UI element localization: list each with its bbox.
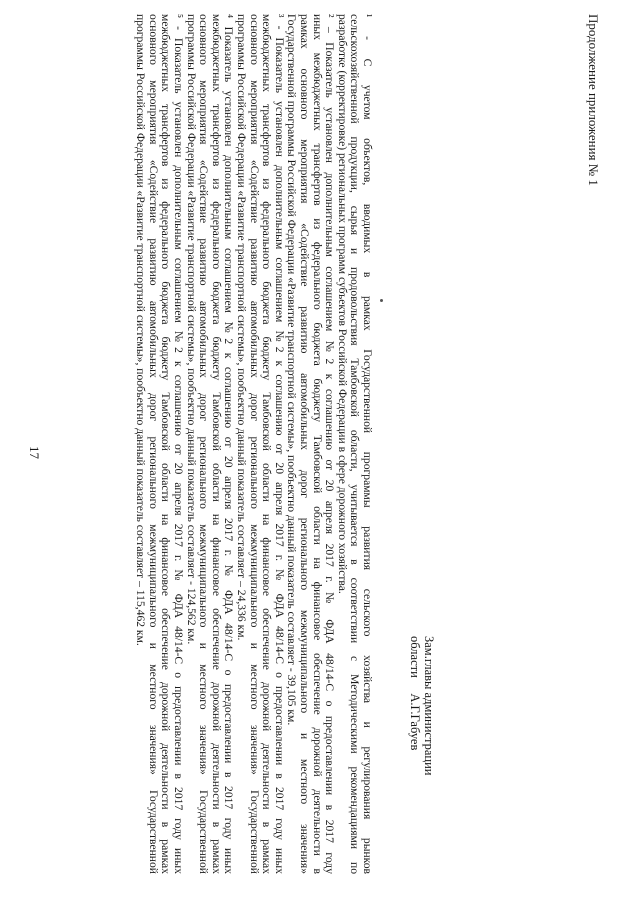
ink-mark	[380, 299, 383, 302]
footnote-line: программы Российской Федерации «Развитие транспортной системы», пообъектно данный показатель составляет – 115,462 км.	[134, 14, 148, 646]
footnote-line: основного мероприятия «Содействие развитию автомобильных дорог регионального межмуниципального и местного значения» Государственной	[197, 14, 211, 874]
footnote-line: ¹ - С учетом объектов, вводимых в рамках Государственной программы развития сельского хозяйства и регулирования рынков	[361, 14, 374, 874]
footnote-line: ³ - Показатель установлен дополнительным соглашением №2 к соглашению от 20 апреля 2017 г. № ФДА 48/14-С о предоставлении в 2017 году иных	[272, 14, 286, 874]
footnote-line: ⁵ - Показатель установлен дополнительным соглашением №2 к соглашению от 20 апреля 2017 г. № ФДА 48/14-С о предоставлении в 2017 году иных	[172, 14, 186, 874]
signer-name: области А.Г.Габуев	[408, 636, 422, 751]
footnote-line: межбюджетных трансфертов из федерального бюджета бюджету Тамбовской области на финансовое обеспечение дорожной деятельности в рамках	[159, 14, 173, 874]
footnote-line: межбюджетных трансфертов из федерального бюджета бюджету Тамбовской области на финансовое обеспечение дорожной деятельности в рамках	[260, 14, 274, 874]
footnote-line: основного мероприятия «Содействие развитию автомобильных дорог регионального межмуниципального и местного значения» Государственной	[146, 14, 160, 874]
footnote-line: ⁴ Показатель установлен дополнительным соглашением №2 к соглашению от 20 апреля 2017 г. № ФДА 48/14-С о предоставлении в 2017 году иных	[222, 14, 236, 874]
signer-position: Зам.главы администрации	[422, 636, 436, 776]
footnote-line: программы Российской Федерации «Развитие транспортной системы», пообъектно данный показатель составляет - 124,562 км.	[184, 14, 198, 645]
page-number: 17	[27, 446, 42, 459]
footnotes-block	[134, 14, 373, 874]
appendix-continuation-heading: Продолжение приложения № 1	[586, 14, 601, 186]
footnote-line: рамках основного мероприятия «Содействие развитию автомобильных дорог регионального межмуниципального и местного значения»	[298, 14, 312, 874]
footnote-line: программы Российской Федерации «Развитие транспортной системы», пообъектно данный показатель составляет – 24,336 км.	[235, 14, 249, 641]
footnote-line: разработке (корректировке) региональных программ субъектов Российской Федерации в сфере дорожного хозяйства.	[335, 14, 349, 594]
footnote-line: Государственной программы Российской Федерации «Развитие транспортной системы», пообъектно данный показатель составляет - 39,105 км.	[285, 14, 299, 726]
footnote-line: иных межбюджетных трансфертов из федерального бюджета бюджету Тамбовской области на финансовое обеспечение дорожной деятельности в	[310, 14, 324, 874]
footnote-line: ² – Показатель установлен дополнительным соглашением №2 к соглашению от 20 апреля 2017 г. № ФДА 48/14-С о предоставлении в 2017 году	[323, 14, 337, 874]
footnote-line: основного мероприятия «Содействие развитию автомобильных дорог регионального межмуниципального и местного значения» Государственной	[247, 14, 261, 874]
signature-block	[408, 636, 436, 775]
footnote-line: межбюджетных трансфертов из федерального бюджета бюджету Тамбовской области на финансовое обеспечение дорожной деятельности в рамках	[209, 14, 223, 874]
footnote-line: сельскохозяйственной продукции, сырья и продовольствия Тамбовской области, учитывается в соответствии с Методическими рекомендациями по	[348, 14, 362, 874]
